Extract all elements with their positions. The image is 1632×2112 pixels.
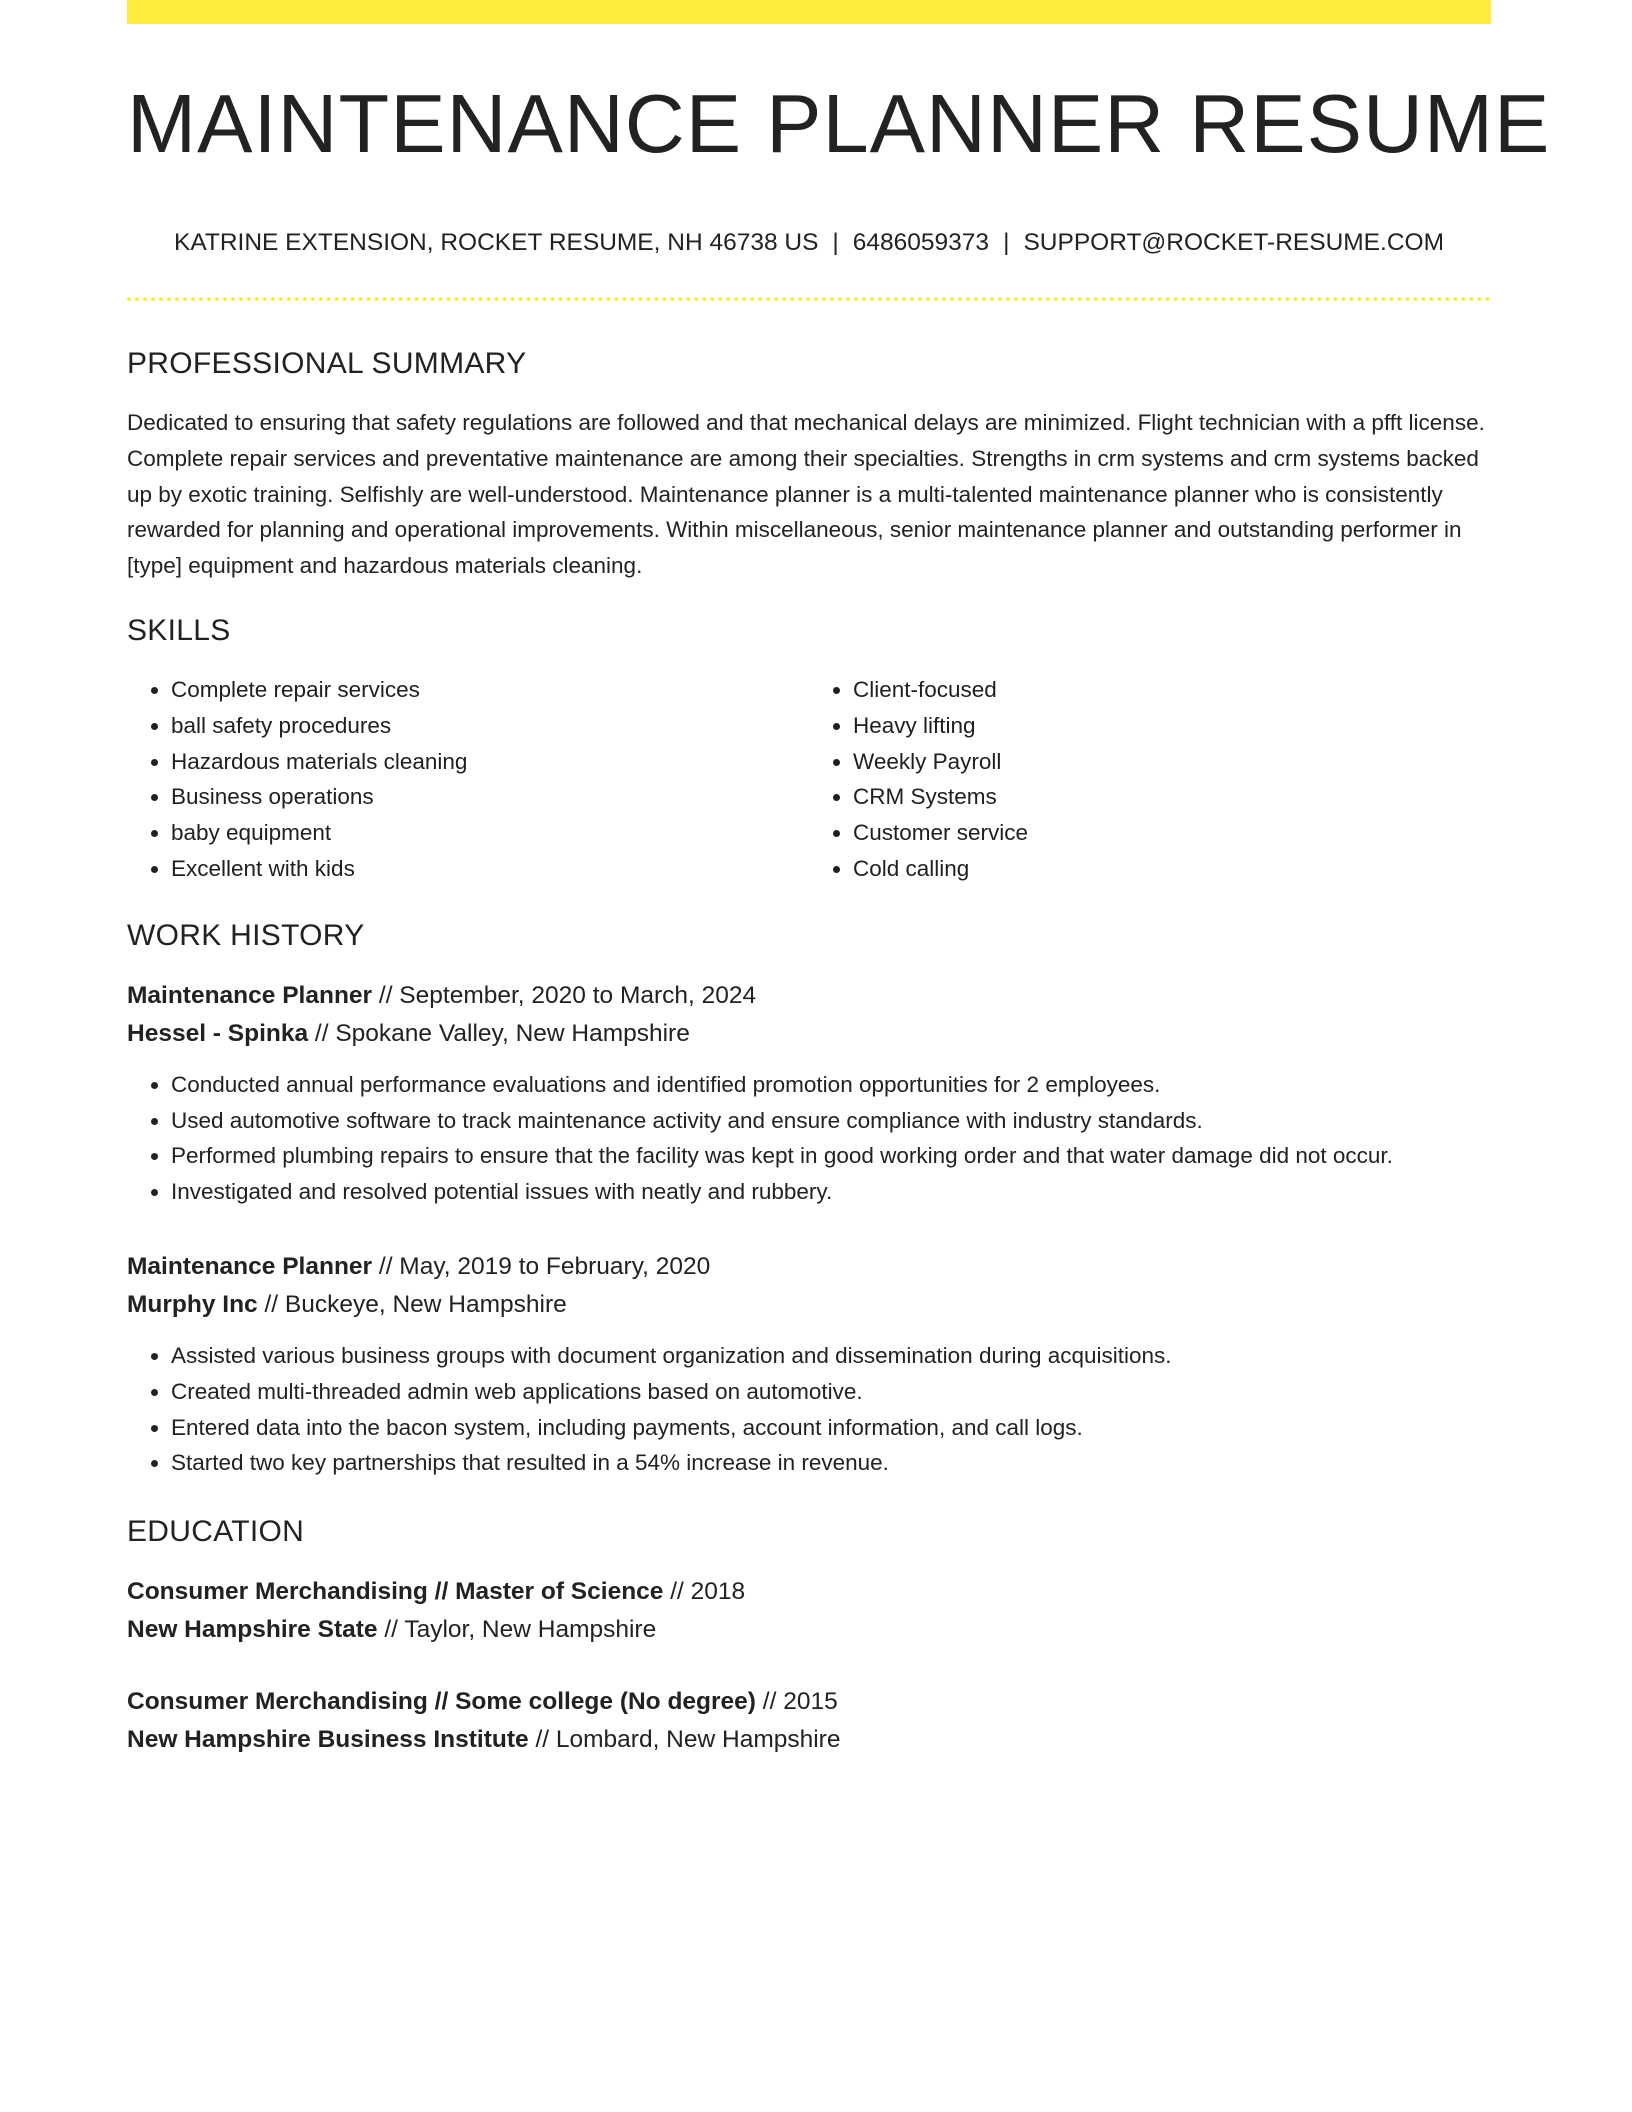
- job-entry: [127, 1248, 1491, 1481]
- skill-item: • Cold calling: [853, 851, 1491, 887]
- job-location: // Spokane Valley, New Hampshire: [308, 1019, 690, 1047]
- job-dates: // September, 2020 to March, 2024: [372, 981, 757, 1009]
- job-bullet: • Assisted various business groups with document organization and dissemination during acquisitions.: [171, 1338, 1491, 1374]
- education-year: // 2018: [663, 1578, 746, 1606]
- education-school: New Hampshire Business Institute: [127, 1726, 529, 1754]
- skill-item: • Weekly Payroll: [853, 744, 1491, 780]
- skill-item: • Customer service: [853, 815, 1491, 851]
- job-bullet: • Entered data into the bacon system, including payments, account information, and call logs.: [171, 1410, 1491, 1446]
- job-company-line: [127, 1015, 1491, 1053]
- contact-phone: 6486059373: [852, 229, 990, 256]
- dotted-divider: [127, 297, 1491, 301]
- job-bullets: [127, 1067, 1491, 1210]
- education-location: // Lombard, New Hampshire: [528, 1726, 841, 1754]
- skill-item: • CRM Systems: [853, 779, 1491, 815]
- education-entry: [127, 1683, 1491, 1759]
- skill-item: • Client-focused: [853, 672, 1491, 708]
- education-location: // Taylor, New Hampshire: [377, 1616, 657, 1644]
- skills-column-left: [127, 672, 809, 887]
- contact-separator: |: [832, 229, 839, 256]
- education-degree: Consumer Merchandising // Master of Science: [127, 1578, 664, 1606]
- summary-heading: PROFESSIONAL SUMMARY: [127, 347, 527, 380]
- skills-heading: SKILLS: [127, 613, 231, 647]
- work-history-heading: WORK HISTORY: [127, 918, 365, 952]
- job-company: Murphy Inc: [127, 1290, 258, 1318]
- contact-email: SUPPORT@ROCKET-RESUME.COM: [1023, 229, 1444, 256]
- job-bullet: • Investigated and resolved potential issues with neatly and rubbery.: [171, 1174, 1491, 1210]
- resume-title: MAINTENANCE PLANNER RESUME: [127, 77, 1551, 170]
- skills-column-right: [809, 672, 1491, 887]
- education-degree-line: [127, 1683, 1491, 1721]
- education-school-line: [127, 1721, 1491, 1759]
- top-accent-bar: [127, 0, 1491, 24]
- education-degree: Consumer Merchandising // Some college (No degree): [127, 1688, 756, 1716]
- skill-item: • baby equipment: [171, 815, 809, 851]
- skill-item: • Business operations: [171, 779, 809, 815]
- job-bullet: • Created multi-threaded admin web applications based on automotive.: [171, 1374, 1491, 1410]
- job-title: Maintenance Planner: [127, 1252, 373, 1280]
- job-company: Hessel - Spinka: [127, 1019, 309, 1047]
- job-dates: // May, 2019 to February, 2020: [372, 1252, 711, 1280]
- job-entry: [127, 977, 1491, 1210]
- skill-item: • ball safety procedures: [171, 708, 809, 744]
- job-bullet: • Used automotive software to track maintenance activity and ensure compliance with industry standards.: [171, 1103, 1491, 1139]
- education-degree-line: [127, 1573, 1491, 1611]
- summary-text: Dedicated to ensuring that safety regulations are followed and that mechanical delays are minimized. Flight technician with a pfft license. Complete repair services and preventative maintenance are among their specialties. Strengths in crm systems and crm systems backed up by exotic training. Selfishly are well-understood. Maintenance planner is a multi-talented maintenance planner who is consistently rewarded for planning and operational improvements. Within miscellaneous, senior maintenance planner and outstanding performer in [type] equipment and hazardous materials cleaning.: [127, 410, 1485, 579]
- job-bullet: • Conducted annual performance evaluations and identified promotion opportunities for 2 employees.: [171, 1067, 1491, 1103]
- job-title: Maintenance Planner: [127, 981, 373, 1009]
- resume-page: [127, 0, 1551, 1759]
- education-heading: EDUCATION: [127, 1515, 305, 1549]
- education-year: // 2015: [755, 1688, 838, 1716]
- skill-item: • Excellent with kids: [171, 851, 809, 887]
- education-entry: [127, 1573, 1491, 1649]
- education-school-line: [127, 1611, 1491, 1649]
- skill-item: • Hazardous materials cleaning: [171, 744, 809, 780]
- job-bullets: [127, 1338, 1491, 1481]
- education-school: New Hampshire State: [127, 1616, 378, 1644]
- job-bullet: • Performed plumbing repairs to ensure that the facility was kept in good working order and that water damage did not occur.: [171, 1138, 1491, 1174]
- skill-item: • Heavy lifting: [853, 708, 1491, 744]
- job-title-line: [127, 977, 1491, 1015]
- skills-grid: [127, 672, 1491, 887]
- contact-separator: |: [1003, 229, 1010, 256]
- contact-address: KATRINE EXTENSION, ROCKET RESUME, NH 46738 US: [174, 229, 819, 256]
- job-company-line: [127, 1286, 1491, 1324]
- job-location: // Buckeye, New Hampshire: [257, 1290, 567, 1318]
- contact-line: [127, 229, 1491, 257]
- job-title-line: [127, 1248, 1491, 1286]
- skill-item: • Complete repair services: [171, 672, 809, 708]
- job-bullet: • Started two key partnerships that resulted in a 54% increase in revenue.: [171, 1445, 1491, 1481]
